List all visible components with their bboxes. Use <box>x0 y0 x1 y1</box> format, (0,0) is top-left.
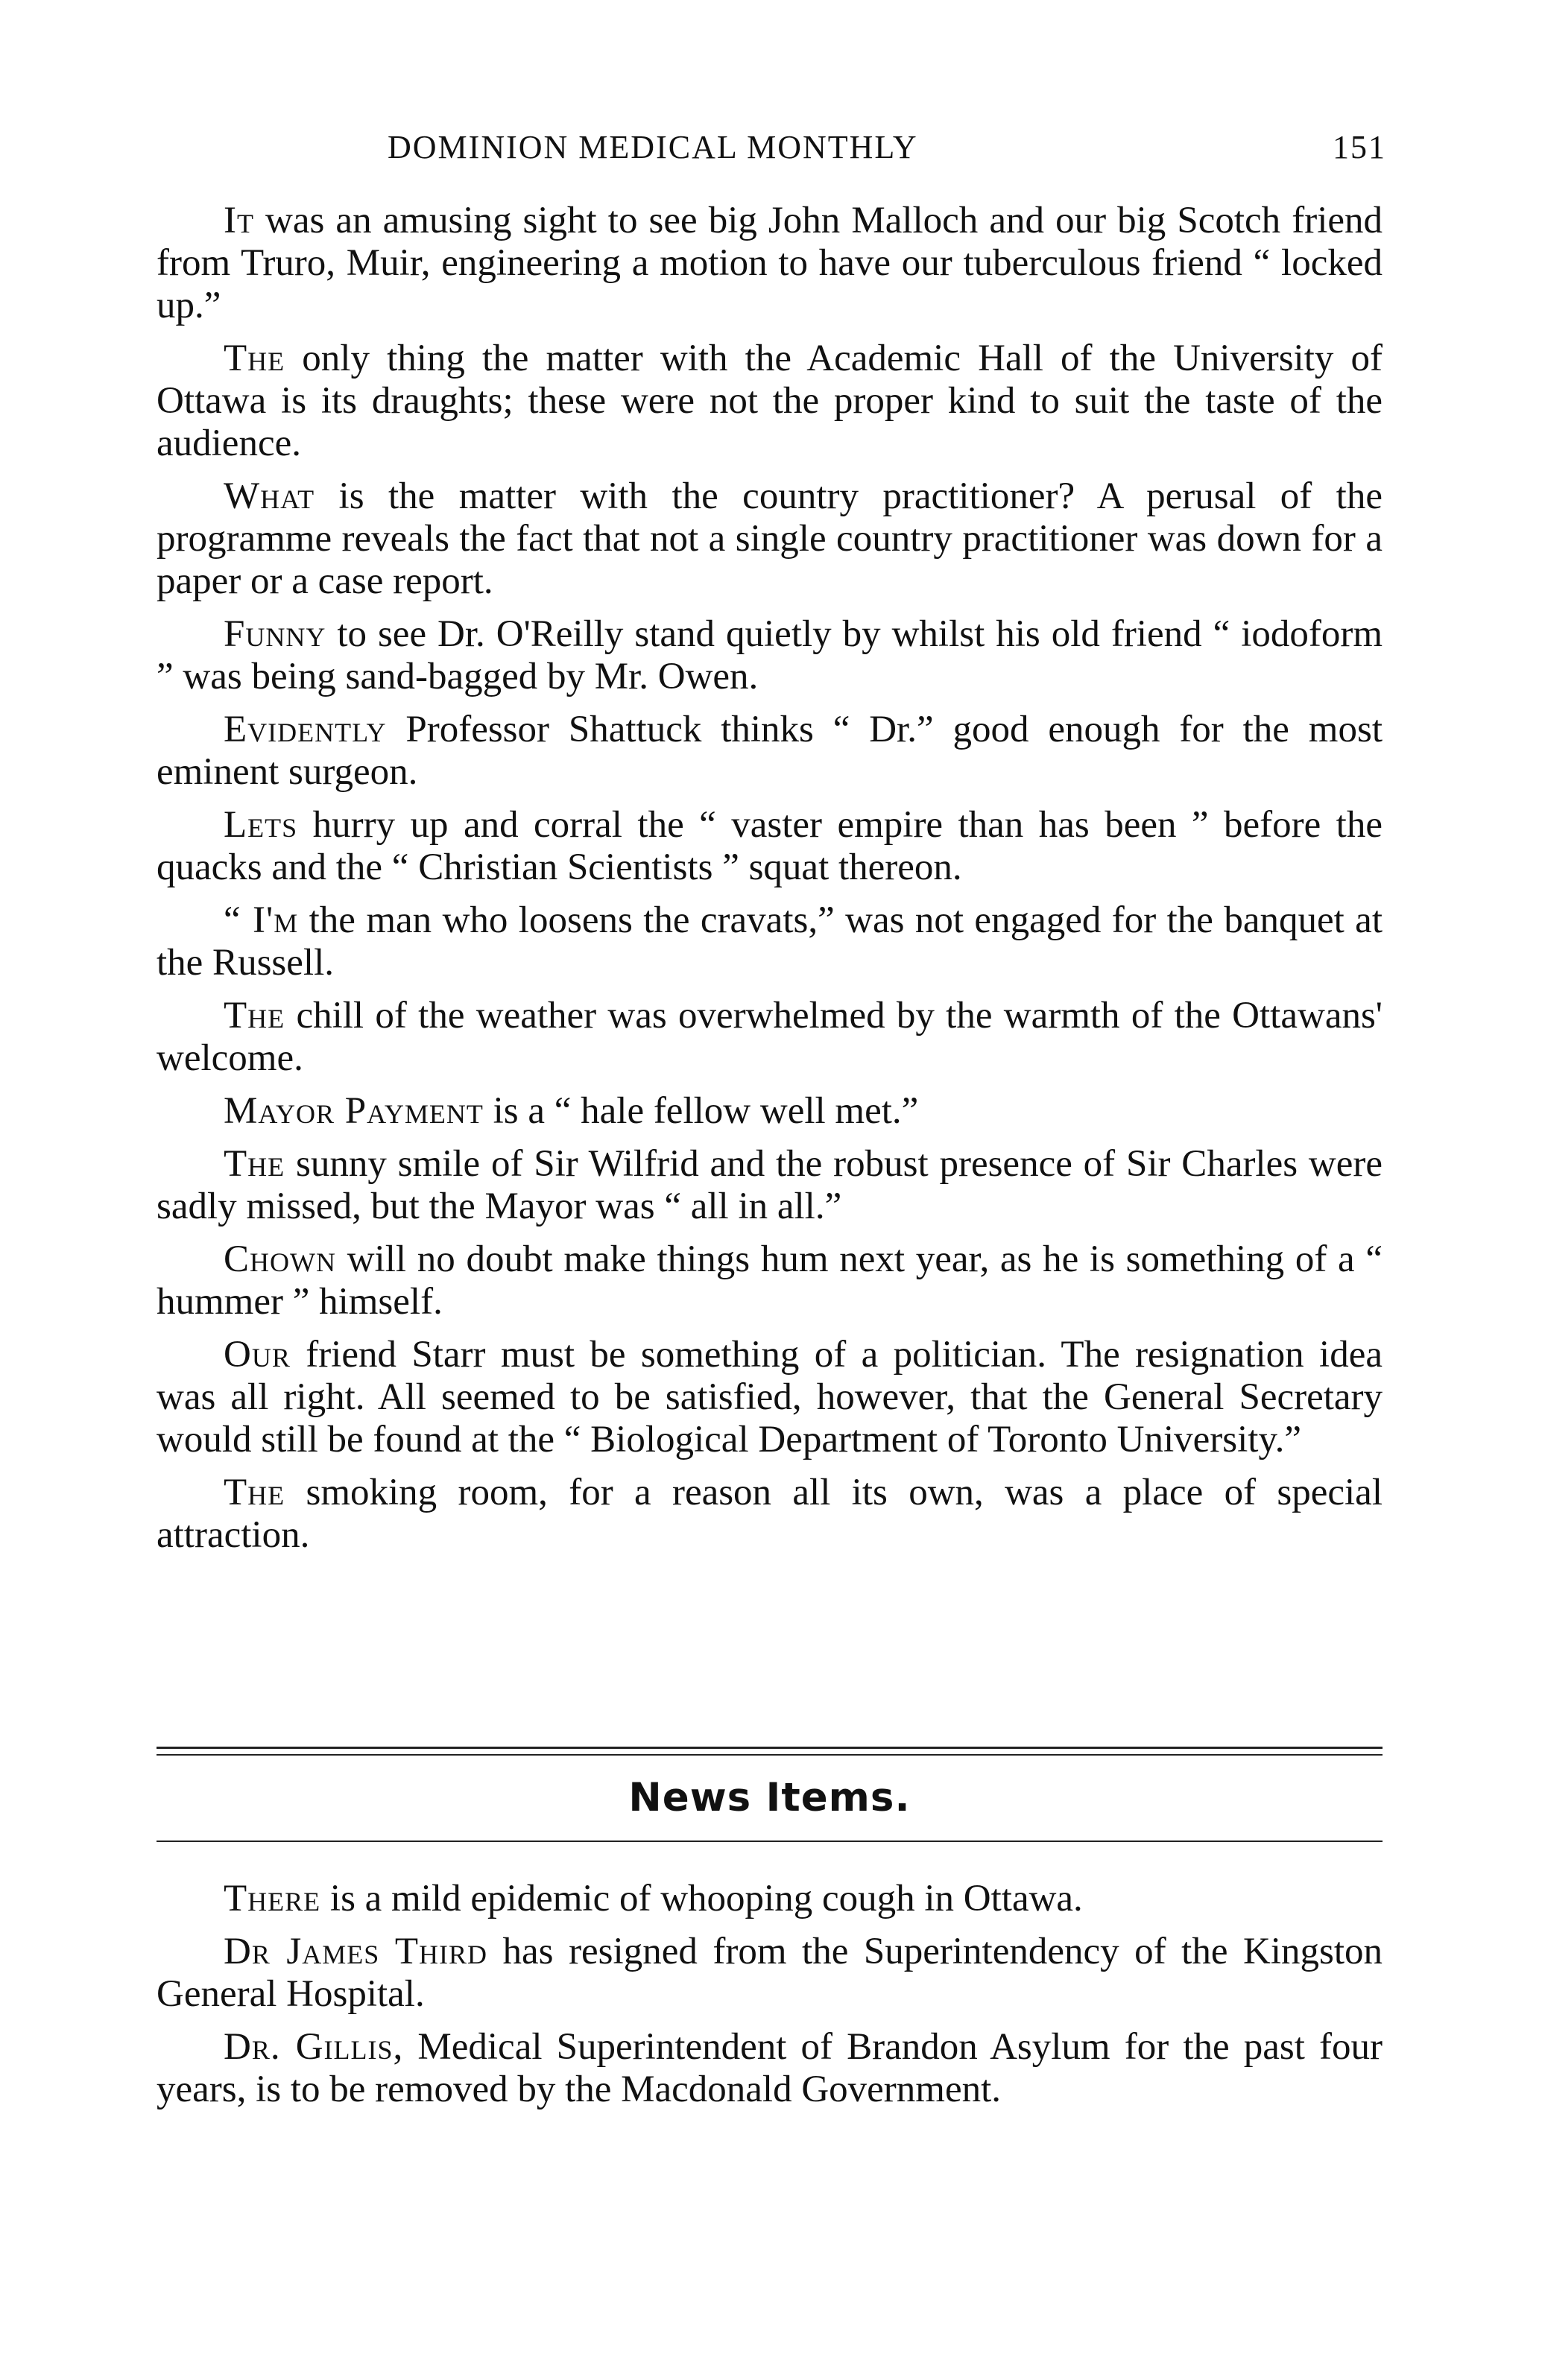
note-text: is a “ hale fellow well met.” <box>483 1090 919 1132</box>
note-paragraph <box>157 475 1383 603</box>
lead-word: Dr. Gillis, <box>224 2026 404 2068</box>
note-paragraph <box>157 200 1383 327</box>
double-rule-bottom <box>157 1754 1383 1756</box>
note-paragraph <box>157 1238 1383 1323</box>
lead-word: Dr James Third <box>224 1931 488 1972</box>
lead-word: “ I'm <box>224 899 299 941</box>
note-paragraph <box>157 338 1383 465</box>
page-number: 151 <box>1333 129 1386 165</box>
news-item <box>157 2026 1383 2111</box>
note-paragraph <box>157 899 1383 984</box>
lead-word: Evidently <box>224 709 387 750</box>
news-text: has resigned from the Superintendency of the Kingston General Hospital. <box>157 1931 1383 2015</box>
note-text: to see Dr. O'Reilly stand quietly by whilst his old friend “ iodoform ” was being sand-bagged by Mr. Owen. <box>157 613 1383 697</box>
news-item <box>157 1931 1383 2016</box>
note-paragraph <box>157 1472 1383 1557</box>
note-text: Professor Shattuck thinks “ Dr.” good enough for the most eminent surgeon. <box>157 709 1383 793</box>
note-text: will no doubt make things hum next year, as he is something of a “ hummer ” himself. <box>157 1238 1383 1323</box>
note-text: the man who loosens the cravats,” was not engaged for the banquet at the Russell. <box>157 899 1383 984</box>
note-text: smoking room, for a reason all its own, was a place of special attraction. <box>157 1472 1383 1556</box>
news-section <box>157 1878 1383 2121</box>
notes-section <box>157 200 1383 1567</box>
note-paragraph <box>157 804 1383 889</box>
note-paragraph <box>157 1143 1383 1228</box>
lead-word: What <box>224 475 315 517</box>
lead-word: The <box>224 338 285 379</box>
lead-word: Funny <box>224 613 326 655</box>
lead-word: Lets <box>224 804 298 846</box>
heading-underline <box>157 1841 1383 1842</box>
note-paragraph <box>157 613 1383 698</box>
note-paragraph <box>157 1334 1383 1461</box>
note-text: was an amusing sight to see big John Malloch and our big Scotch friend from Truro, Muir, engineering a motion to have our tuberculous friend “ locked up.” <box>157 200 1383 326</box>
note-text: only thing the matter with the Academic Hall of the University of Ottawa is its draughts; these were not the proper kind to suit the taste of the audience. <box>157 338 1383 464</box>
lead-word: The <box>224 1472 285 1513</box>
note-paragraph <box>157 1090 1383 1133</box>
note-text: friend Starr must be something of a politician. The resignation idea was all right. All seemed to be satisfied, however, that the General Secretary would still be found at the “ Biological Department of Toronto University.” <box>157 1334 1383 1460</box>
news-text: Medical Superintendent of Brandon Asylum for the past four years, is to be removed by the Macdonald Government. <box>157 2026 1383 2110</box>
lead-word: Chown <box>224 1238 336 1280</box>
lead-word: Mayor Payment <box>224 1090 484 1132</box>
note-text: chill of the weather was overwhelmed by the warmth of the Ottawans' welcome. <box>157 995 1383 1079</box>
double-rule-top <box>157 1747 1383 1749</box>
note-paragraph <box>157 709 1383 794</box>
note-paragraph <box>157 995 1383 1080</box>
note-text: sunny smile of Sir Wilfrid and the robust presence of Sir Charles were sadly missed, but the Mayor was “ all in all.” <box>157 1143 1383 1227</box>
lead-word: Our <box>224 1334 291 1376</box>
running-head <box>157 128 1386 173</box>
news-item <box>157 1878 1383 1920</box>
lead-word: There <box>224 1878 321 1919</box>
note-text: is the matter with the country practitioner? A perusal of the programme reveals the fact that not a single country practitioner was down for a paper or a case report. <box>157 475 1383 602</box>
note-text: hurry up and corral the “ vaster empire than has been ” before the quacks and the “ Christian Scientists ” squat thereon. <box>157 804 1383 888</box>
news-heading: News Items. <box>628 1775 911 1820</box>
lead-word: The <box>224 995 285 1036</box>
lead-word: The <box>224 1143 285 1185</box>
news-text: is a mild epidemic of whooping cough in Ottawa. <box>320 1878 1083 1919</box>
journal-title: DOMINION MEDICAL MONTHLY <box>388 129 918 165</box>
lead-word: It <box>224 200 254 241</box>
